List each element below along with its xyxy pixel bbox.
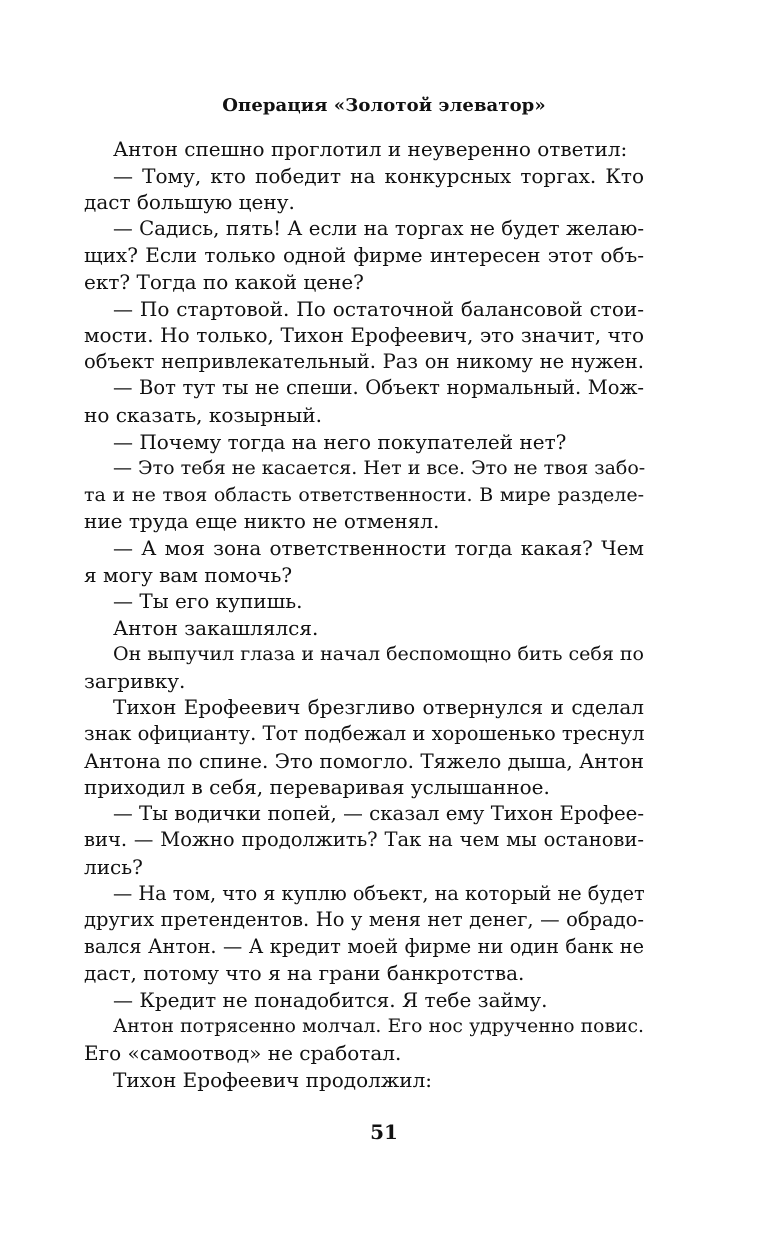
running-head: Операция «Золотой элеватор» xyxy=(222,95,546,116)
text-line: Тихон Ерофеевич продолжил: xyxy=(113,1067,433,1092)
text-line: — Ты водички попей, — сказал ему Тихон Ерофее- xyxy=(113,801,644,825)
text-line: других претендентов. Но у меня нет денег, — обрадо- xyxy=(84,908,644,932)
text-line: лись? xyxy=(84,855,143,880)
text-line: та и не твоя область ответственности. В мире разделе- xyxy=(84,483,644,506)
text-line: я могу вам помочь? xyxy=(84,562,293,587)
text-line: Тихон Ерофеевич брезгливо отвернулся и сделал xyxy=(113,695,644,720)
text-line: мости. Но только, Тихон Ерофеевич, это значит, что xyxy=(84,323,644,348)
text-line: ние труда еще никто не отменял. xyxy=(84,509,440,534)
text-line: Антон закашлялся. xyxy=(113,615,319,640)
text-line: вался Антон. — А кредит моей фирме ни один банк не xyxy=(84,934,644,958)
text-line: — Садись, пять! А если на торгах не будет желаю- xyxy=(113,216,644,240)
text-line: объект непривлекательный. Раз он никому не нужен. xyxy=(84,349,644,373)
text-line: Его «самоотвод» не сработал. xyxy=(84,1041,402,1066)
text-line: Антон спешно проглотил и неуверенно ответил: xyxy=(113,137,628,161)
page-number: 51 xyxy=(370,1120,398,1144)
text-line: даст большую цену. xyxy=(84,190,295,215)
text-line: знак официанту. Тот подбежал и хорошенько треснул xyxy=(84,722,645,746)
text-line: Антона по спине. Это помогло. Тяжело дыша, Антон xyxy=(84,748,645,773)
text-line: Он выпучил глаза и начал беспомощно бить себя по xyxy=(113,643,644,666)
text-line: вич. — Можно продолжить? Так на чем мы останови- xyxy=(84,828,644,852)
text-line: — На том, что я куплю объект, на который не будет xyxy=(113,881,645,905)
text-line: — Вот тут ты не спеши. Объект нормальный. Мож- xyxy=(113,376,644,400)
text-line: — Ты его купишь. xyxy=(113,589,303,614)
text-line: — По стартовой. По остаточной балансовой стои- xyxy=(113,296,644,321)
text-line: ект? Тогда по какой цене? xyxy=(84,269,364,294)
text-line: — Почему тогда на него покупателей нет? xyxy=(113,429,567,454)
text-line: приходил в себя, переваривая услышанное. xyxy=(84,775,550,800)
text-line: но сказать, козырный. xyxy=(84,402,322,427)
text-line: — Тому, кто победит на конкурсных торгах. Кто xyxy=(113,163,644,188)
text-line: — Это тебя не касается. Нет и все. Это не твоя забо- xyxy=(113,457,646,480)
text-line: — Кредит не понадобится. Я тебе займу. xyxy=(113,988,548,1012)
text-line: даст, потому что я на грани банкротства. xyxy=(84,961,525,986)
text-line: щих? Если только одной фирме интересен этот объ- xyxy=(84,243,644,268)
text-line: загривку. xyxy=(84,668,186,693)
body-text xyxy=(84,136,644,1093)
text-line: — А моя зона ответственности тогда какая? Чем xyxy=(113,535,644,560)
text-line: Антон потрясенно молчал. Его нос удрученно повис. xyxy=(113,1015,644,1037)
